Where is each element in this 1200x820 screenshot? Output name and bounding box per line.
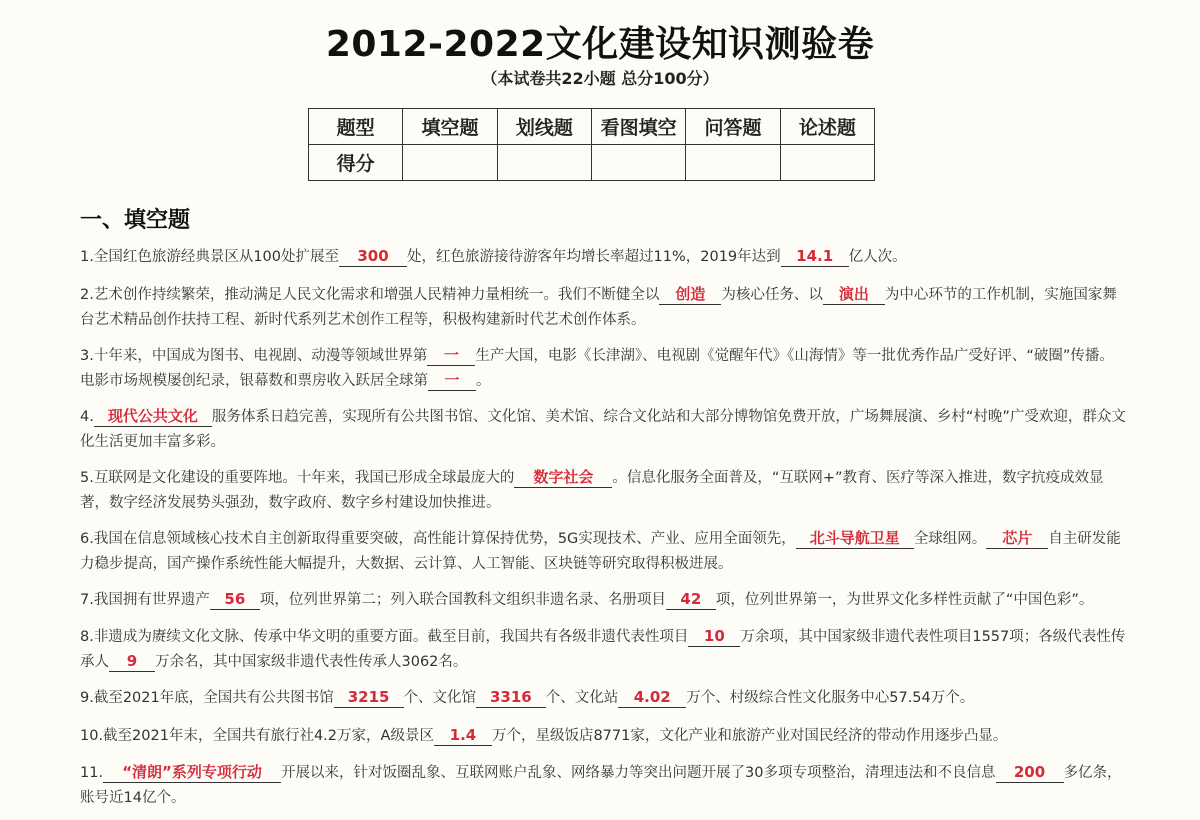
score-table	[308, 108, 875, 181]
question-text: 。信息化服务全面普及，“互联网+”教育、医疗等深入推进，数字抗疫成效显著，数字经济发展势头强劲，数字政府、数字乡村建设加快推进。	[80, 470, 1104, 511]
question-text: 服务体系日趋完善，实现所有公共图书馆、文化馆、美术馆、综合文化站和大部分博物馆免费开放，广场舞展演、乡村“村晚”广受欢迎，群众文化生活更加丰富多彩。	[80, 409, 1126, 450]
answer-blank[interactable]: 42	[666, 589, 716, 610]
score-table-header-cell: 看图填空	[591, 109, 685, 145]
question-item	[80, 245, 1128, 270]
score-cell[interactable]	[497, 145, 591, 181]
answer-blank[interactable]: 北斗导航卫星	[796, 528, 914, 549]
score-cell[interactable]	[591, 145, 685, 181]
question-text: 9.截至2021年底，全国共有公共图书馆	[80, 690, 334, 706]
score-table-header-cell: 论述题	[780, 109, 874, 145]
section-title: 一、填空题	[80, 208, 191, 233]
question-text: 5.互联网是文化建设的重要阵地。十年来，我国已形成全球最庞大的	[80, 470, 515, 486]
question-item	[80, 405, 1128, 455]
answer-blank[interactable]: 9	[109, 651, 155, 672]
answer-blank[interactable]: 4.02	[618, 687, 686, 708]
question-text: 为中心环节的工作机制，实施国家舞台艺术精品创作扶持工程、新时代系列艺术创作工程等，积极构建新时代艺术创作体系。	[80, 287, 1117, 328]
question-text: 个、文化馆	[403, 690, 476, 706]
question-text: 自主研发能力稳步提高，国产操作系统性能大幅提升，大数据、云计算、人工智能、区块链等研究取得积极进展。	[80, 531, 1121, 572]
question-item	[80, 761, 1128, 811]
question-text: 处，红色旅游接待游客年均增长率超过11%，2019年达到	[407, 249, 781, 265]
answer-blank[interactable]: 创造	[659, 284, 721, 305]
question-text: 个、文化站	[545, 690, 619, 706]
score-cell[interactable]	[686, 145, 780, 181]
score-cell[interactable]	[780, 145, 874, 181]
score-cell[interactable]	[403, 145, 497, 181]
score-table-header-cell: 划线题	[497, 109, 591, 145]
question-item	[80, 724, 1128, 749]
answer-blank[interactable]: 1.4	[434, 725, 492, 746]
score-table-header-cell: 填空题	[403, 109, 497, 145]
question-text: 6.我国在信息领域核心技术自主创新取得重要突破，高性能计算保持优势，5G实现技术、产业、应用全面领先，	[80, 531, 796, 547]
answer-blank[interactable]: 现代公共文化	[94, 406, 212, 427]
answer-blank[interactable]: 14.1	[781, 246, 849, 267]
question-text: 项，位列世界第一，为世界文化多样性贡献了“中国色彩”。	[715, 592, 1094, 608]
question-text: 生产大国，电影《长津湖》、电视剧《觉醒年代》《山海情》等一批优秀作品广受好评、“破圈”传播。电影市场规模屡创纪录，银幕数和票房收入跃居全球第	[80, 348, 1114, 389]
page-subtitle: （本试卷共22小题 总分100分）	[481, 69, 719, 88]
question-item	[80, 344, 1128, 394]
question-item	[80, 527, 1128, 577]
answer-blank[interactable]: 一	[428, 370, 476, 391]
score-table-header-row	[309, 109, 875, 145]
answer-blank[interactable]: 数字社会	[514, 467, 612, 488]
question-text: 10.截至2021年末，全国共有旅行社4.2万家，A级景区	[80, 728, 434, 744]
score-table-header-cell: 题型	[309, 109, 403, 145]
answer-blank[interactable]: 200	[996, 762, 1064, 783]
answer-blank[interactable]: “清朗”系列专项行动	[103, 762, 281, 783]
question-text: 亿人次。	[848, 249, 907, 265]
question-text: 项，位列世界第二；列入联合国教科文组织非遗名录、名册项目	[259, 592, 666, 608]
answer-blank[interactable]: 300	[339, 246, 407, 267]
answer-blank[interactable]: 芯片	[986, 528, 1048, 549]
question-text: 2.艺术创作持续繁荣，推动满足人民文化需求和增强人民精神力量相统一。我们不断健全以	[80, 287, 660, 303]
question-text: 万个，星级饭店8771家，文化产业和旅游产业对国民经济的带动作用逐步凸显。	[491, 728, 1008, 744]
question-item	[80, 625, 1128, 675]
answer-blank[interactable]: 3316	[476, 687, 546, 708]
answer-blank[interactable]: 3215	[334, 687, 404, 708]
score-table-header-cell: 问答题	[686, 109, 780, 145]
question-text: 多亿条，账号近14亿个。	[80, 765, 1122, 806]
question-text: 开展以来，针对饭圈乱象、互联网账户乱象、网络暴力等突出问题开展了30多项专项整治，清理违法和不良信息	[281, 765, 996, 781]
question-text: 7.我国拥有世界遗产	[80, 592, 210, 608]
question-text: 。	[476, 373, 491, 389]
page-title: 2012-2022文化建设知识测验卷	[325, 24, 875, 65]
question-text: 3.十年来，中国成为图书、电视剧、动漫等领域世界第	[80, 348, 428, 364]
question-text: 4.	[80, 409, 94, 425]
answer-blank[interactable]: 一	[427, 345, 475, 366]
question-text: 万个、村级综合性文化服务中心57.54万个。	[686, 690, 975, 706]
question-text: 1.全国红色旅游经典景区从100处扩展至	[80, 249, 340, 265]
question-item	[80, 588, 1128, 613]
question-text: 万余项，其中国家级非遗代表性项目1557项；各级代表性传承人	[80, 629, 1126, 670]
answer-blank[interactable]: 56	[210, 589, 260, 610]
answer-blank[interactable]: 演出	[823, 284, 885, 305]
question-text: 8.非遗成为赓续文化文脉、传承中华文明的重要方面。截至目前，我国共有各级非遗代表性项目	[80, 629, 689, 645]
question-text: 为核心任务、以	[721, 287, 823, 303]
answer-blank[interactable]: 10	[688, 626, 740, 647]
question-text: 全球组网。	[913, 531, 987, 547]
question-item	[80, 686, 1128, 711]
question-text: 万余名，其中国家级非遗代表性传承人3062名。	[155, 654, 468, 670]
score-row-label: 得分	[309, 145, 403, 181]
question-item	[80, 466, 1128, 516]
score-table-score-row	[309, 145, 875, 181]
question-item	[80, 283, 1128, 333]
question-text: 11.	[80, 765, 104, 781]
